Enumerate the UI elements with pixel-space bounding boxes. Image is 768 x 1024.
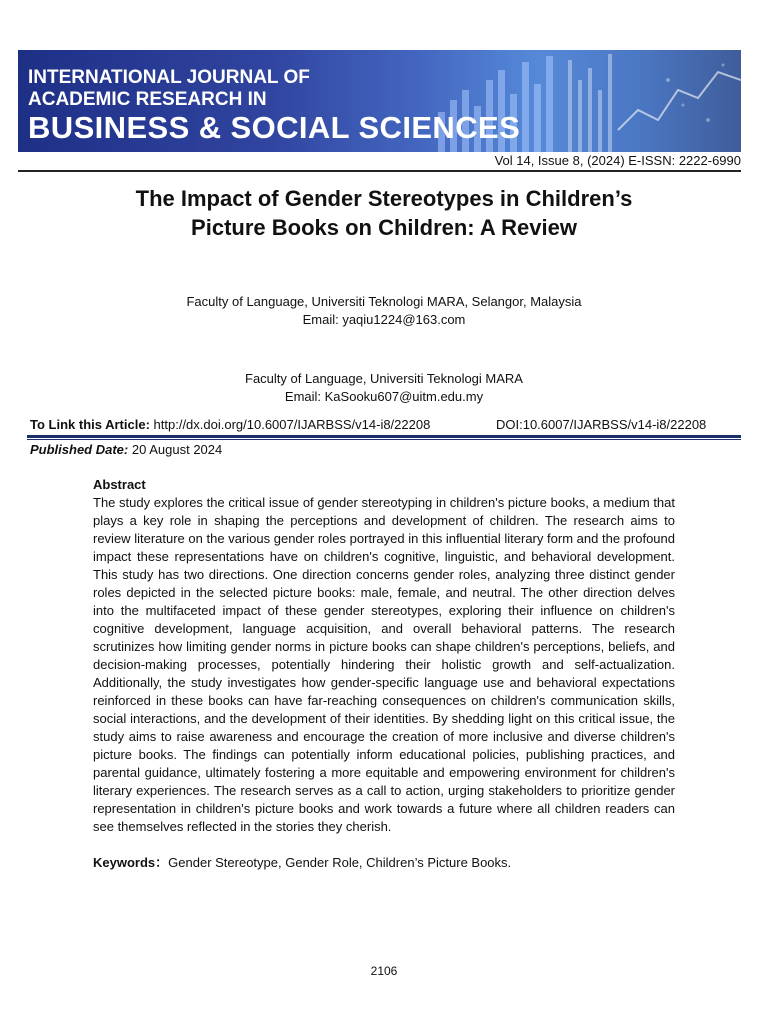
article-link-row xyxy=(30,417,430,432)
keywords-label: Keywords xyxy=(93,855,156,870)
page-number: 2106 xyxy=(370,964,398,978)
published-date xyxy=(30,442,222,457)
volume-info: Vol 14, Issue 8, (2024) E-ISSN: 2222-6990 xyxy=(494,153,741,168)
doi-link[interactable]: DOI:10.6007/IJARBSS/v14-i8/22208 xyxy=(496,417,707,432)
keywords-separator: ： xyxy=(155,855,169,870)
article-url-link[interactable]: http://dx.doi.org/10.6007/IJARBSS/v14-i8/22208 xyxy=(153,417,431,432)
abstract-body: The study explores the critical issue of gender stereotyping in children's picture books, a medium that plays a key role in shaping the perceptions and development of children. The research aims to review literature on the various gender roles portrayed in this influential literary form and the profound impact these representations have on children's cognitive, linguistic, and behavioral development. This study has two directions. One direction concerns gender roles, analyzing three distinct gender roles depicted in the selected picture books: male, female, and neutral. The other direction delves into the multifaceted impact of these gender stereotypes, exploring their influence on children's cognitive development, language acquisition, and overall behavioral patterns. The research scrutinizes how limiting gender norms in picture books can shape children's perceptions, beliefs, and decision-making processes, potentially hindering their holistic growth and self-actualization. Additionally, the study investigates how gender-specific language use and behavioral expectations reinforced in these books can have far-reaching consequences on children's communication skills, social interactions, and the development of their identities. By shedding light on this critical issue, the study aims to raise awareness and encourage the creation of more inclusive and diverse children's picture books. The findings can potentially inform educational policies, publishing practices, and parental guidance, ultimately fostering a more equitable and empowering environment for children's literary experiences. The research serves as a call to action, urging stakeholders to prioritize gender representation in children's picture books and work towards a future where all children readers can see themselves reflected in the stories they cherish. xyxy=(93,495,675,834)
journal-banner xyxy=(18,50,741,152)
abstract-heading: Abstract xyxy=(93,477,146,492)
keywords-values: Gender Stereotype, Gender Role, Children’s Picture Books. xyxy=(168,855,512,870)
article-title-line2: Picture Books on Children: A Review xyxy=(191,215,577,240)
banner-title-line1: INTERNATIONAL JOURNAL OF xyxy=(28,67,310,88)
affiliation-1-email[interactable]: Email: yaqiu1224@163.com xyxy=(302,312,466,327)
affiliation-2-institution: Faculty of Language, Universiti Teknologi MARA xyxy=(245,371,523,386)
affiliation-1 xyxy=(0,293,768,329)
article-title xyxy=(60,184,708,242)
link-rule-thick xyxy=(27,435,741,438)
link-rule-thin xyxy=(27,439,741,440)
affiliation-2-email[interactable]: Email: KaSooku607@uitm.edu.my xyxy=(284,389,484,404)
article-title-line1: The Impact of Gender Stereotypes in Children’s xyxy=(135,186,633,211)
affiliation-2 xyxy=(0,370,768,406)
banner-title-line2: ACADEMIC RESEARCH IN xyxy=(28,89,267,110)
link-label: To Link this Article: xyxy=(30,417,150,432)
published-label: Published Date: xyxy=(30,442,129,457)
banner-title-line3: BUSINESS & SOCIAL SCIENCES xyxy=(28,110,521,145)
header-rule xyxy=(18,170,741,172)
keywords xyxy=(93,852,511,871)
published-date-value: 20 August 2024 xyxy=(131,442,223,457)
affiliation-1-institution: Faculty of Language, Universiti Teknologi MARA, Selangor, Malaysia xyxy=(186,294,582,309)
